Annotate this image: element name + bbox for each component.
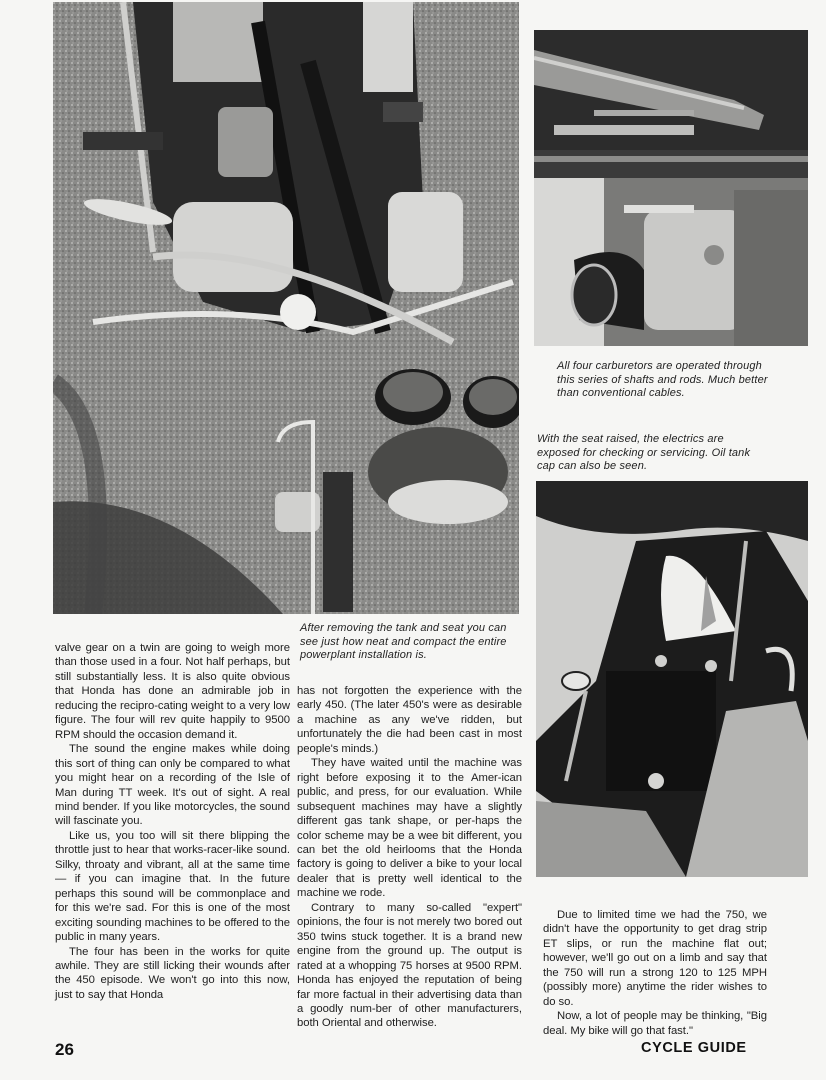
paragraph: Like us, you too will sit there blipping the throttle just to hear that works-racer-like sound. Silky, throaty and vibrant, all at the same time — if you can imagine that. In the future perhaps this sound will be commonplace and for this we're sad. For this is one of the most exciting sounding machines to be offered to the public in many years. [55, 829, 290, 944]
main-photo [53, 2, 519, 614]
electrics-photo [536, 481, 808, 877]
paragraph: The sound the engine makes while doing this sort of thing can only be compared to what you might hear on a recording of the Isle of Man during TT week. It's out of sight. A real mind bender. If you like motorcycles, the sound will fascinate you. [55, 743, 290, 828]
article-column-2 [297, 684, 522, 1031]
seat-raised-electrics-image [536, 481, 808, 877]
caption-electrics: With the seat raised, the electrics are exposed for checking or servicing. Oil tank cap can also be seen. [537, 433, 751, 473]
motorcycle-overhead-image [53, 2, 519, 614]
paragraph: Contrary to many so-called "expert" opinions, the four is not merely two bored out 350 twins stuck together. It is a brand new engine from the ground up. The output is rated at a whopping 75 horses at 9500 RPM. Honda has enjoyed the reputation of being far more factual in their advertising data than a goodly num-ber of other manufacturers, both Oriental and otherwise. [297, 901, 522, 1030]
page-number: 26 [55, 1040, 74, 1059]
article-column-3 [543, 908, 767, 1038]
paragraph: They have waited until the machine was right before exposing it to the Amer-ican public, and press, for our evaluation. While subsequent machines may have a slightly different gas tank shape, or per-haps the color scheme may be a wee bit different, you can bet the old heirlooms that the Honda factory is going to deliver a bike to your local dealer that is pretty well identical to the machine we rode. [297, 757, 522, 900]
paragraph: Now, a lot of people may be thinking, "Big deal. My bike will go that fast." [543, 1010, 767, 1037]
paragraph: has not forgotten the experience with the early 450. (The later 450's were as desirable a machine as any we've ridden, but unfortunately the die had been cast in most people's minds.) [297, 685, 522, 755]
paragraph: valve gear on a twin are going to weigh more than those used in a four. Not half perhaps, but still substantially less. It is also quite obvious that Honda has done an admirable job in reducing the recipro-cating weight to a very low figure. The four will rev quite happily to 9500 RPM should the occasion demand it. [55, 642, 290, 741]
carburetor-linkage-image [534, 30, 808, 346]
paragraph: Due to limited time we had the 750, we didn't have the opportunity to get drag strip ET slips, or run the machine flat out; however, we'll go out on a limb and say that the 750 will run a strong 120 to 125 MPH (possibly more) anytime the rider wishes to do so. [543, 909, 767, 1008]
caption-carburetors: All four carburetors are operated through this series of shafts and rods. Much better than conventional cables. [557, 360, 768, 400]
caption-main-photo: After removing the tank and seat you can see just how neat and compact the entire powerplant installation is. [300, 622, 507, 662]
paragraph: The four has been in the works for quite awhile. They are still licking their wounds after the 450 episode. We won't go into this now, just to say that Honda [55, 945, 290, 1001]
publication-name: CYCLE GUIDE [641, 1040, 747, 1056]
article-column-1 [55, 641, 290, 1002]
carburetor-photo [534, 30, 808, 346]
